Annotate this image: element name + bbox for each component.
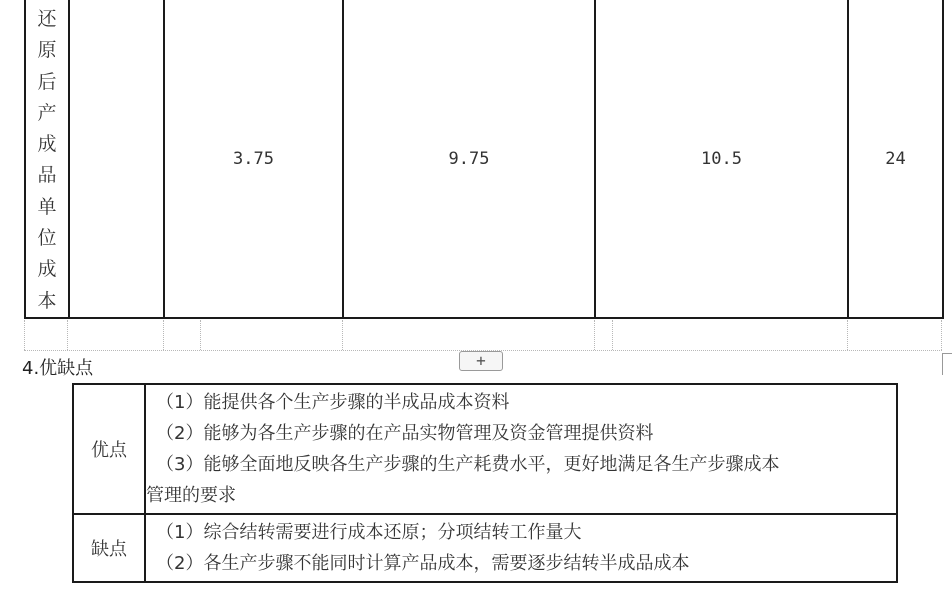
table-cell[interactable]: 10.5: [595, 0, 848, 318]
cons-line: （2）各生产步骤不能同时计算产品成本，需要逐步结转半成品成本: [156, 553, 690, 574]
row-label-char: 成: [37, 133, 57, 156]
pros-line: （3）能够全面地反映各生产步骤的生产耗费水平，更好地满足各生产步骤成本: [156, 454, 780, 475]
pros-label[interactable]: 优点: [73, 384, 145, 514]
pros-line: （2）能够为各生产步骤的在产品实物管理及资金管理提供资料: [156, 423, 654, 444]
row-label-char: 品: [37, 164, 57, 187]
row-label-char: 原: [37, 39, 57, 62]
guide-line: [163, 320, 164, 350]
row-label: [26, 4, 68, 317]
add-row-button[interactable]: +: [459, 351, 503, 371]
table-cell[interactable]: 3.75: [164, 0, 343, 318]
table-row: [25, 0, 943, 318]
guide-line: [200, 320, 201, 350]
cons-cell[interactable]: [145, 514, 897, 582]
row-label-char: 位: [37, 227, 57, 250]
row-label-char: 单: [37, 195, 57, 218]
pros-row: [73, 384, 897, 514]
pros-cons-table: [72, 383, 898, 583]
table-cell[interactable]: 24: [848, 0, 943, 318]
guide-line: [941, 320, 942, 350]
guide-line: [612, 320, 613, 350]
table-cell[interactable]: 9.75: [343, 0, 595, 318]
guide-line: [24, 320, 25, 350]
row-label-char: 产: [37, 101, 57, 124]
resize-handle-icon[interactable]: [942, 353, 952, 375]
cons-label[interactable]: 缺点: [73, 514, 145, 582]
cons-row: [73, 514, 897, 582]
guide-line: [847, 320, 848, 350]
pros-line: （1）能提供各个生产步骤的半成品成本资料: [156, 392, 510, 413]
row-label-char: 还: [37, 8, 57, 30]
cost-table: [24, 0, 944, 319]
guide-line: [342, 320, 343, 350]
guide-line: [594, 320, 595, 350]
pros-line: 管理的要求: [146, 485, 236, 506]
cons-line: （1）综合结转需要进行成本还原；分项结转工作量大: [156, 522, 582, 543]
table-cell[interactable]: [69, 0, 164, 318]
row-label-char: 成: [37, 258, 57, 281]
row-label-cell[interactable]: [25, 0, 69, 318]
guide-line: [67, 320, 68, 350]
row-label-char: 后: [37, 70, 57, 93]
pros-cell[interactable]: [145, 384, 897, 514]
section-heading: 4.优缺点: [22, 358, 94, 379]
row-label-char: 本: [37, 289, 57, 312]
